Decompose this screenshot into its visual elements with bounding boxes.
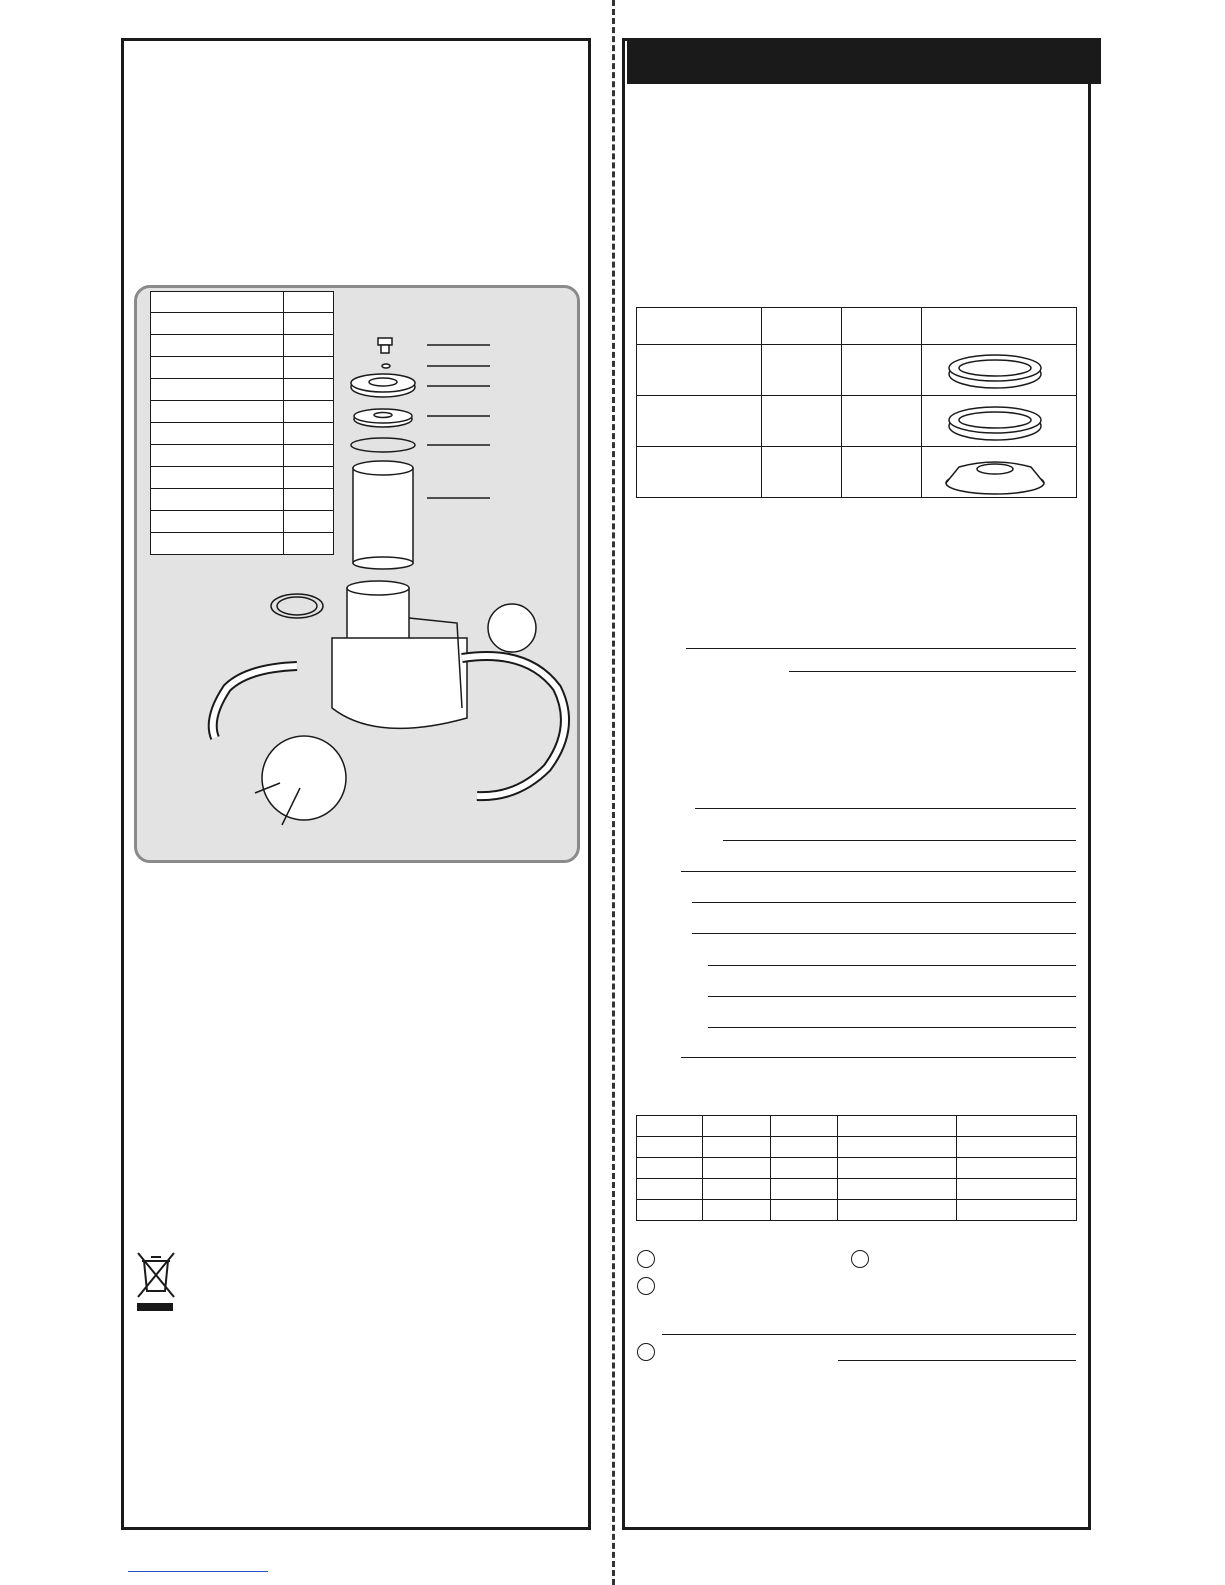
section-header-bar [627,38,1101,84]
lock-ring-icon [945,350,1045,392]
o-ring-large-icon [351,438,415,452]
fill-line [723,840,1076,841]
filter-cartridge-icon [353,461,413,569]
fill-line [695,808,1076,809]
fill-line [789,671,1076,672]
detail-inlet-valve-icon [488,604,536,652]
fill-line [708,965,1076,966]
filter-cover-icon [354,409,412,427]
fill-line [681,1057,1076,1058]
fill-line [838,1360,1076,1361]
cut-line [612,0,615,1585]
footer-link[interactable] [128,1571,268,1572]
fill-line [692,933,1076,934]
pump-housing-icon [332,581,467,728]
fill-line [662,1334,1076,1335]
marker-circle [637,1250,655,1268]
fill-line [708,996,1076,997]
table-row [637,1158,1077,1179]
o-ring-small-icon [382,364,390,368]
marker-circle [851,1250,869,1268]
fill-line [686,648,1076,649]
lock-ring-icon [945,402,1045,444]
callout-arrows [427,345,490,498]
spec-table [636,1115,1077,1221]
table-row [637,1179,1077,1200]
fill-line [708,1027,1076,1028]
right-page-frame [622,38,1091,1530]
lid-lock-ring-icon [351,374,415,397]
filter-pump-diagram [137,288,577,860]
strainer-cap-icon [943,455,1047,497]
air-release-valve-icon [378,338,392,353]
table-row [637,1116,1077,1137]
weee-bin-icon [136,1249,176,1313]
table-row [637,1200,1077,1221]
detail-drain-plug-icon [262,736,346,820]
inlet-hose-inner [462,656,565,796]
marker-circle [637,1343,655,1361]
fill-line [681,871,1076,872]
fill-line [692,902,1076,903]
outlet-hose-icon [213,666,297,738]
marker-circle [637,1277,655,1295]
table-row [637,1137,1077,1158]
table-row [637,308,1077,345]
